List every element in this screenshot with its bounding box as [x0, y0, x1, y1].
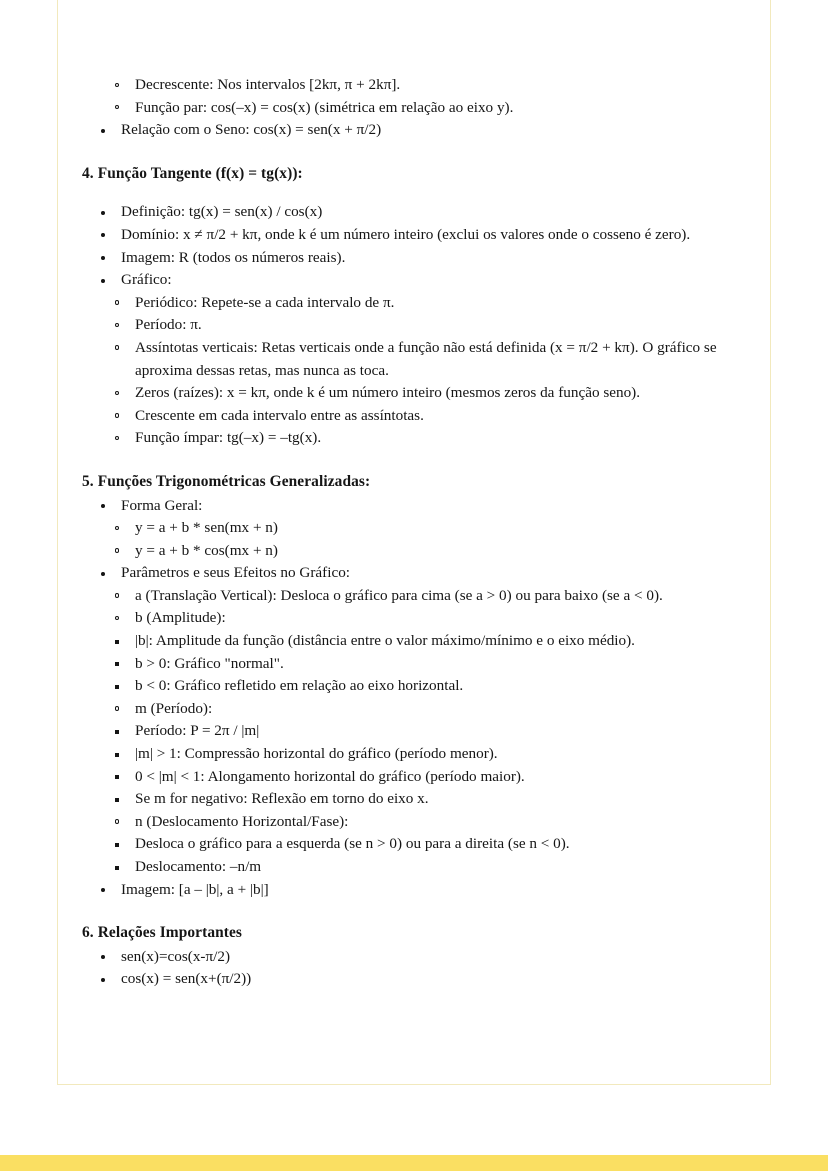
list-item — [109, 517, 742, 540]
tg-assintotas-text: Assíntotas verticais: Retas verticais onde a função não está definida (x = π/2 + kπ). O gráfico se aproxima dessas retas, mas nunca as toca. — [135, 338, 717, 379]
list-item — [95, 119, 742, 142]
list-item — [109, 314, 742, 337]
list-item — [109, 630, 742, 653]
section-heading-6: 6. Relações Importantes — [82, 924, 243, 942]
tangente-grafico-subitems — [82, 292, 742, 450]
forma-geral-sen-text: y = a + b * sen(mx + n) — [135, 519, 278, 537]
list-item — [95, 201, 742, 224]
list-item — [109, 788, 742, 811]
param-n-desloca-text: Desloca o gráfico para a esquerda (se n > 0) ou para a direita (se n < 0). — [135, 835, 570, 853]
list-item — [95, 879, 742, 902]
param-b-neg-text: b < 0: Gráfico refletido em relação ao eixo horizontal. — [135, 677, 464, 695]
document-content — [82, 74, 742, 991]
cos-funcao-par-text: Função par: cos(–x) = cos(x) (simétrica em relação ao eixo y). — [135, 98, 514, 116]
list-item — [109, 405, 742, 428]
list-item — [109, 653, 742, 676]
list-item — [95, 968, 742, 991]
param-b-text: b (Amplitude): — [135, 609, 226, 627]
section-heading-5: 5. Funções Trigonométricas Generalizadas: — [82, 472, 371, 490]
list-item — [109, 766, 742, 789]
list-item — [109, 337, 742, 382]
list-item — [109, 833, 742, 856]
param-m-subitems — [82, 720, 742, 810]
tg-crescente-text: Crescente em cada intervalo entre as assíntotas. — [135, 406, 424, 424]
param-a-text: a (Translação Vertical): Desloca o gráfico para cima (se a > 0) ou para baixo (se a < 0). — [135, 586, 663, 604]
tg-dominio-text: Domínio: x ≠ π/2 + kπ, onde k é um número inteiro (exclui os valores onde o cosseno é zero). — [121, 225, 691, 243]
cosseno-items — [82, 119, 742, 142]
section-heading-4: 4. Função Tangente (f(x) = tg(x)): — [82, 164, 303, 182]
parametros-subitems-a-b — [82, 585, 742, 630]
forma-geral-subitems — [82, 517, 742, 562]
list-item — [109, 720, 742, 743]
list-item — [109, 74, 742, 97]
tangente-items — [82, 201, 742, 291]
cos-relacao-seno-text: Relação com o Seno: cos(x) = sen(x + π/2) — [121, 121, 382, 139]
tg-grafico-text: Gráfico: — [121, 271, 172, 289]
param-m-text: m (Período): — [135, 699, 213, 717]
gen-imagem-text: Imagem: [a – |b|, a + |b|] — [121, 880, 269, 898]
forma-geral-cos-text: y = a + b * cos(mx + n) — [135, 541, 278, 559]
param-b-abs-text: |b|: Amplitude da função (distância entre o valor máximo/mínimo e o eixo médio). — [135, 632, 635, 650]
generalizadas-items — [82, 495, 742, 518]
tg-funcao-impar-text: Função ímpar: tg(–x) = –tg(x). — [135, 429, 322, 447]
list-item — [109, 811, 742, 834]
param-b-pos-text: b > 0: Gráfico "normal". — [135, 654, 284, 672]
list-item — [95, 946, 742, 969]
list-item — [109, 427, 742, 450]
list-item — [109, 585, 742, 608]
list-item — [109, 607, 742, 630]
tg-periodico-text: Periódico: Repete-se a cada intervalo de π. — [135, 293, 395, 311]
cos-decrescente-text: Decrescente: Nos intervalos [2kπ, π + 2kπ]. — [135, 76, 401, 93]
list-item — [109, 698, 742, 721]
param-m-periodo-text: Período: P = 2π / |m| — [135, 722, 260, 740]
list-item — [109, 675, 742, 698]
list-item — [109, 292, 742, 315]
tg-periodo-text: Período: π. — [135, 316, 202, 334]
param-m-negativo-text: Se m for negativo: Reflexão em torno do eixo x. — [135, 790, 429, 808]
list-item — [95, 224, 742, 247]
list-item — [95, 562, 742, 585]
tg-imagem-text: Imagem: R (todos os números reais). — [121, 248, 346, 266]
list-item — [95, 247, 742, 270]
param-n-subitems — [82, 833, 742, 878]
tg-zeros-text: Zeros (raízes): x = kπ, onde k é um número inteiro (mesmos zeros da função seno). — [135, 384, 641, 402]
param-n-group — [82, 811, 742, 834]
list-item — [95, 495, 742, 518]
bottom-accent-bar — [0, 1155, 828, 1171]
relacoes-items — [82, 946, 742, 991]
tg-definicao-text: Definição: tg(x) = sen(x) / cos(x) — [121, 203, 323, 221]
list-item — [109, 97, 742, 120]
list-item — [109, 382, 742, 405]
list-item — [109, 856, 742, 879]
param-m-entre-text: 0 < |m| < 1: Alongamento horizontal do gráfico (período maior). — [135, 767, 525, 785]
list-item — [109, 743, 742, 766]
param-m-group — [82, 698, 742, 721]
rel-cos-text: cos(x) = sen(x+(π/2)) — [121, 970, 252, 988]
generalizadas-imagem-item — [82, 879, 742, 902]
param-n-text: n (Deslocamento Horizontal/Fase): — [135, 812, 349, 830]
list-item — [95, 269, 742, 292]
param-m-maior1-text: |m| > 1: Compressão horizontal do gráfico (período menor). — [135, 745, 498, 763]
list-item — [109, 540, 742, 563]
rel-sen-text: sen(x)=cos(x-π/2) — [121, 947, 231, 965]
param-b-subitems — [82, 630, 742, 698]
cosseno-subitems — [82, 74, 742, 119]
forma-geral-text: Forma Geral: — [121, 496, 203, 514]
parametros-items — [82, 562, 742, 585]
param-n-deslocamento-text: Deslocamento: –n/m — [135, 858, 262, 875]
parametros-text: Parâmetros e seus Efeitos no Gráfico: — [121, 564, 351, 582]
